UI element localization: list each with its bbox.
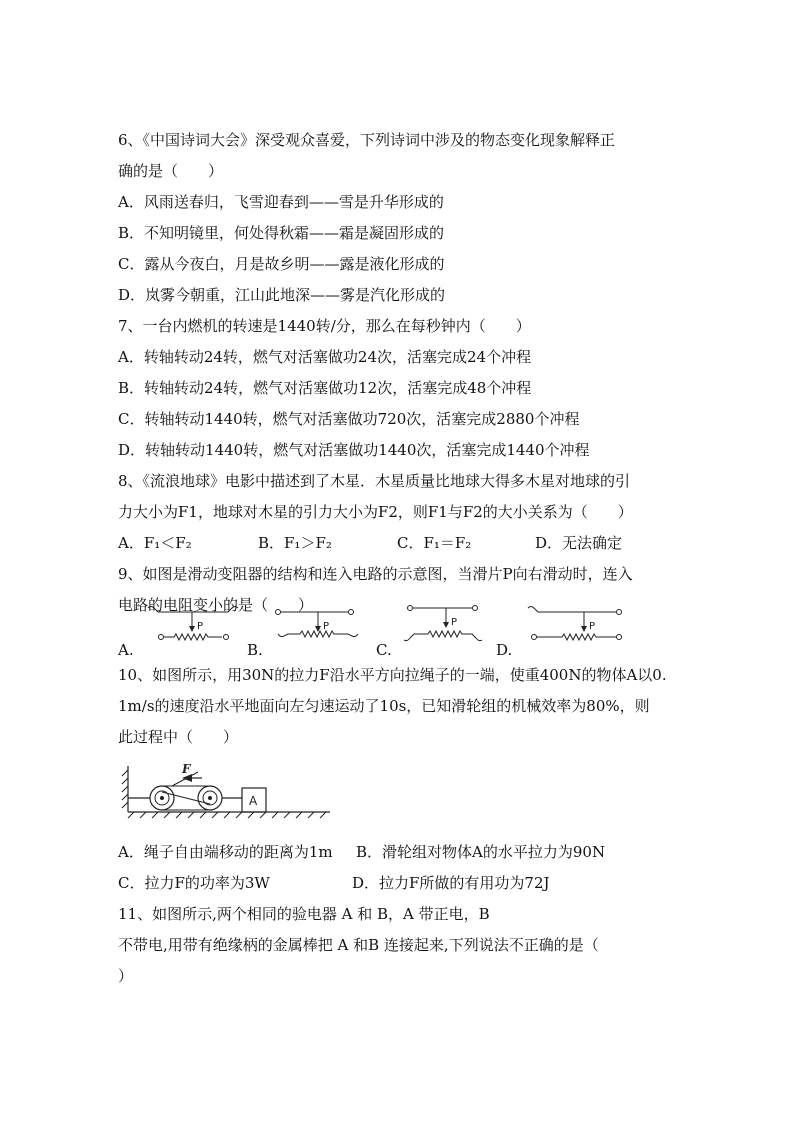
force-f-label: F (182, 762, 191, 776)
q9-label-d: D. (496, 641, 513, 659)
q10-option-c: C．拉力F的功率为3W (118, 874, 270, 892)
rheostat-diagram-c (400, 602, 500, 648)
rheostat-diagram-a (146, 604, 246, 650)
q6-option-a: A．风雨送春归，飞雪迎春到——雪是升华形成的 (118, 193, 444, 211)
pulley-system-figure (120, 762, 332, 822)
q10-stem-line3: 此过程中（ ） (118, 728, 239, 746)
q9-stem-line2: 电路的电阻变小的是（ ） (118, 596, 314, 614)
q7-option-a: A．转轴转动24转，燃气对活塞做功24次，活塞完成24个冲程 (118, 348, 532, 366)
q8-option-d: D．无法确定 (535, 534, 623, 552)
q6-option-b: B．不知明镜里，何处得秋霜——霜是凝固形成的 (118, 224, 445, 242)
rheostat-diagram-b (272, 604, 372, 650)
q10-stem-line1: 10、如图所示，用30N的拉力F沿水平方向拉绳子的一端，使重400N的物体A以0. (118, 666, 667, 684)
q9-label-b: B. (247, 641, 263, 659)
q10-stem-line2: 1m/s的速度沿水平地面向左匀速运动了10s，已知滑轮组的机械效率为80%，则 (118, 697, 650, 715)
block-a-label: A (249, 794, 258, 808)
q10-option-d: D．拉力F所做的有用功为72J (352, 874, 550, 892)
q9-label-c: C. (376, 641, 392, 659)
q6-option-d: D．岚雾今朝重，江山此地深——雾是汽化形成的 (118, 286, 446, 304)
q10-option-a: A．绳子自由端移动的距离为1m (118, 843, 333, 861)
q11-stem-line1: 11、如图所示,两个相同的验电器 A 和 B，A 带正电，B (118, 905, 490, 923)
q7-stem: 7、一台内燃机的转速是1440转/分，那么在每秒钟内（ ） (118, 317, 531, 335)
q10-option-b: B．滑轮组对物体A的水平拉力为90N (356, 843, 606, 861)
slider-p-label-d: P (589, 621, 596, 632)
slider-p-label-c: P (451, 617, 458, 628)
q8-option-a: A．F₁＜F₂ (118, 534, 192, 552)
slider-p-label-a: P (197, 621, 204, 632)
q8-option-c: C．F₁＝F₂ (397, 534, 472, 552)
q8-stem-line1: 8、《流浪地球》电影中描述到了木星．木星质量比地球大得多木星对地球的引 (118, 472, 631, 490)
q9-stem-line1: 9、如图是滑动变阻器的结构和连入电路的示意图，当滑片P向右滑动时，连入 (118, 565, 633, 583)
q6-option-c: C．露从今夜白，月是故乡明——露是液化形成的 (118, 255, 445, 273)
slider-p-label-b: P (323, 621, 330, 632)
q11-stem-line3: ） (118, 967, 134, 985)
rheostat-diagram-d (526, 604, 626, 650)
q7-option-b: B．转轴转动24转，燃气对活塞做功12次，活塞完成48个冲程 (118, 379, 532, 397)
q11-stem-line2: 不带电,用带有绝缘柄的金属棒把 A 和B 连接起来,下列说法不正确的是（ (118, 936, 599, 954)
q6-stem-line2: 确的是（ ） (118, 162, 224, 180)
q7-option-d: D．转轴转动1440转，燃气对活塞做功1440次，活塞完成1440个冲程 (118, 441, 590, 459)
q7-option-c: C．转轴转动1440转，燃气对活塞做功720次，活塞完成2880个冲程 (118, 410, 580, 428)
q9-label-a: A. (118, 641, 134, 659)
q8-option-b: B．F₁＞F₂ (258, 534, 332, 552)
q8-stem-line2: 力大小为F1，地球对木星的引力大小为F2，则F1与F2的大小关系为（ ） (118, 503, 633, 521)
q6-stem-line1: 6、《中国诗词大会》深受观众喜爱，下列诗词中涉及的物态变化现象解释正 (118, 131, 616, 149)
